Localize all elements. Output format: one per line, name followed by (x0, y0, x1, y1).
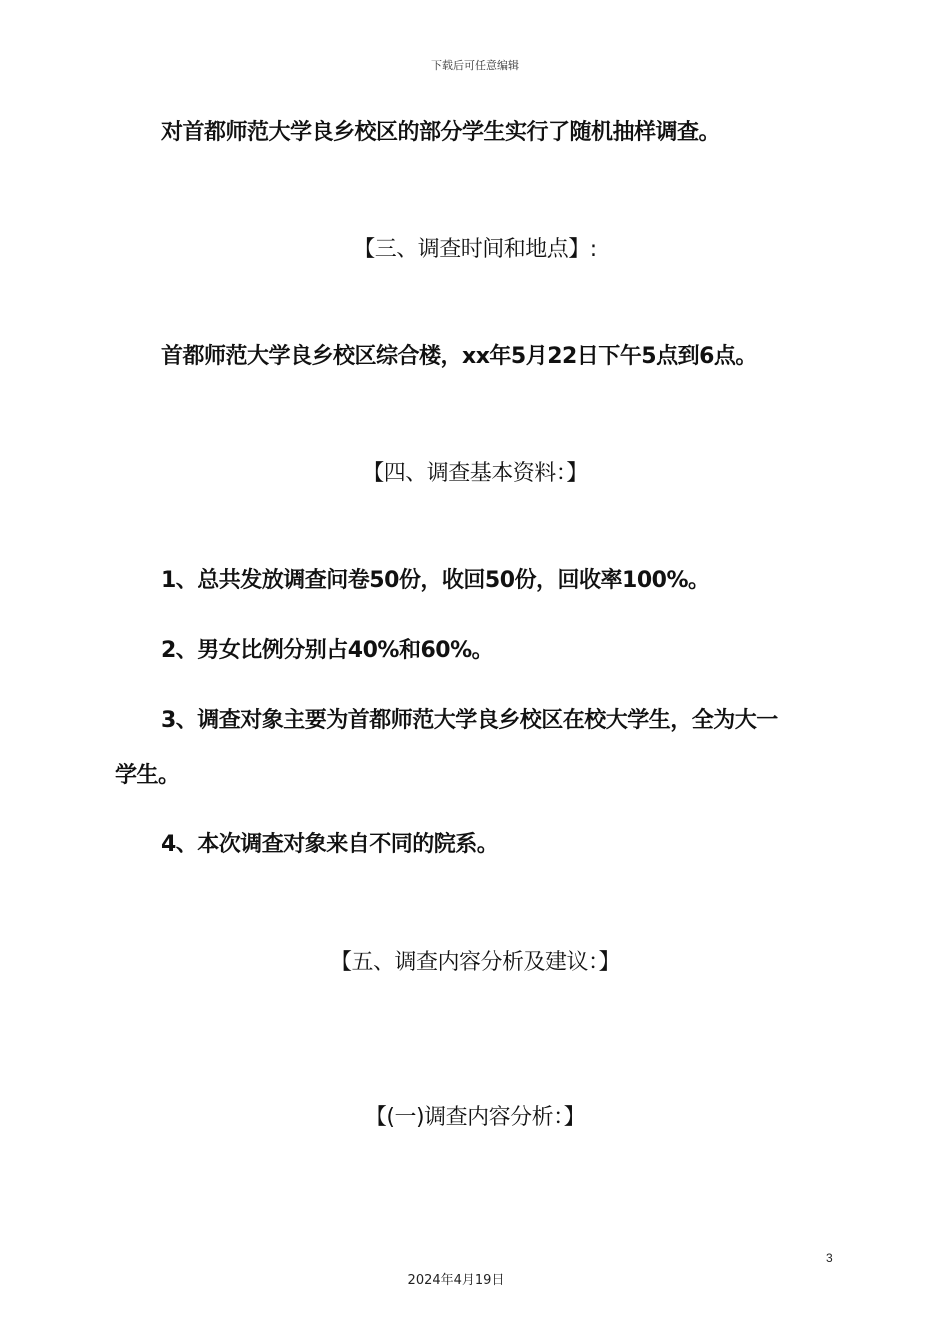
list-item-2: 2、男女比例分别占40%和60%。 (161, 638, 494, 663)
section5-heading: 【五、调查内容分析及建议：】 (329, 950, 620, 975)
subsection1-heading: 【(一)调查内容分析：】 (364, 1105, 586, 1130)
list-item-1: 1、总共发放调查问卷50份，收回50份，回收率100%。 (161, 568, 710, 593)
section4-heading: 【四、调查基本资料：】 (362, 461, 588, 486)
page-number: 3 (826, 1251, 833, 1265)
list-item-4: 4、本次调查对象来自不同的院系。 (161, 832, 499, 857)
list-item-3-line2: 学生。 (115, 763, 180, 788)
intro-line: 对首都师范大学良乡校区的部分学生实行了随机抽样调查。 (161, 120, 721, 145)
page-date: 2024年4月19日 (407, 1273, 505, 1288)
list-item-3-line1: 3、调查对象主要为首都师范大学良乡校区在校大学生，全为大一 (161, 708, 778, 733)
section3-text: 首都师范大学良乡校区综合楼，xx年5月22日下午5点到6点。 (161, 344, 757, 369)
page-header-note: 下载后可任意编辑 (431, 59, 519, 72)
section3-heading: 【三、调查时间和地点】: (353, 237, 597, 262)
